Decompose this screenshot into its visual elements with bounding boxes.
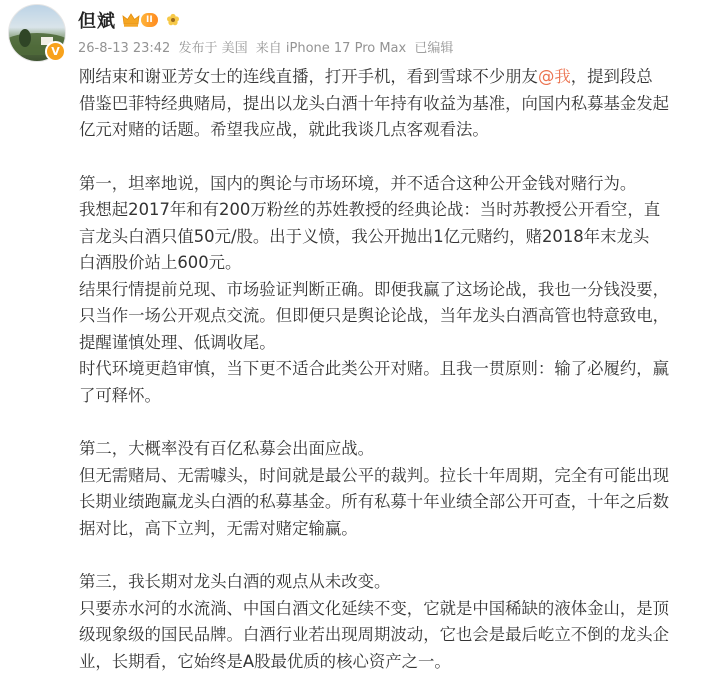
user-name[interactable]: 但斌 (78, 11, 116, 32)
section-1-line: 结果行情提前兑现、市场验证判断正确。即便我赢了这场论战，我也一分钱没要， (79, 279, 670, 299)
intro-line-1: 刚结束和谢亚芳女士的连线直播，打开手机，看到雪球不少朋友@我，提到段总 (79, 67, 653, 86)
section-1-line: 我想起2017年和有200万粉丝的苏姓教授的经典论战：当时苏教授公开看空，直 (79, 200, 661, 219)
section-3-line: 只要赤水河的水流淌、中国白酒文化延续不变，它就是中国稀缺的液体金山，是顶 (79, 598, 670, 618)
section-1-line: 白酒股价站上600元。 (79, 253, 242, 272)
post-body (79, 64, 691, 675)
section-3-line: 级现象级的国民品牌。白酒行业若出现周期波动，它也会是最后屹立不倒的龙头企 (79, 625, 670, 644)
level-badge[interactable]: II (141, 13, 158, 27)
flower-icon[interactable] (166, 13, 180, 27)
intro-line-3: 亿元对赌的话题。希望我应战，就此我谈几点客观看法。 (79, 120, 489, 139)
section-1-line: 提醒谨慎处理、低调收尾。 (79, 332, 276, 352)
post-location: 发布于 美国 (178, 41, 248, 56)
crown-icon (122, 12, 140, 28)
section-1-line: 言龙头白酒只值50元/股。出于义愤，我公开抛出1亿元赌约，赌2018年末龙头 (79, 226, 650, 246)
section-3-line: 业，长期看，它始终是A股最优质的核心资产之一。 (79, 651, 451, 671)
mention-link[interactable]: @我 (537, 67, 571, 86)
name-row (78, 8, 180, 32)
section-3-title: 第三，我长期对龙头白酒的观点从未改变。 (79, 572, 391, 591)
verified-badge-icon: V (45, 41, 66, 62)
section-1-title: 第一，坦率地说，国内的舆论与市场环境，并不适合这种公开金钱对赌行为。 (79, 173, 637, 193)
section-2-title: 第二，大概率没有百亿私募会出面应战。 (79, 439, 375, 458)
section-2-line: 长期业绩跑赢龙头白酒的私募基金。所有私募十年业绩全部公开可查，十年之后数 (79, 492, 670, 511)
avatar-container[interactable] (8, 4, 66, 62)
section-1-line: 时代环境更趋审慎，当下更不适合此类公开对赌。且我一贯原则：输了必履约，赢 (79, 359, 670, 378)
post-meta (78, 37, 457, 56)
section-1-line: 了可释怀。 (79, 385, 161, 405)
post-edited[interactable]: 已编辑 (414, 41, 454, 56)
section-1-line: 只当作一场公开观点交流。但即便只是舆论论战，当年龙头白酒高管也特意致电， (79, 306, 670, 325)
post-header (0, 0, 703, 70)
post-device: 来自 iPhone 17 Pro Max (255, 41, 407, 56)
post-timestamp[interactable]: 26-8-13 23:42 (78, 41, 171, 56)
intro-line-2: 借鉴巴菲特经典赌局，提出以龙头白酒十年持有收益为基准，向国内私募基金发起 (79, 93, 670, 113)
section-2-line: 据对比，高下立判，无需对赌定输赢。 (79, 518, 358, 538)
section-2-line: 但无需赌局、无需噱头，时间就是最公平的裁判。拉长十年周期，完全有可能出现 (79, 465, 670, 485)
